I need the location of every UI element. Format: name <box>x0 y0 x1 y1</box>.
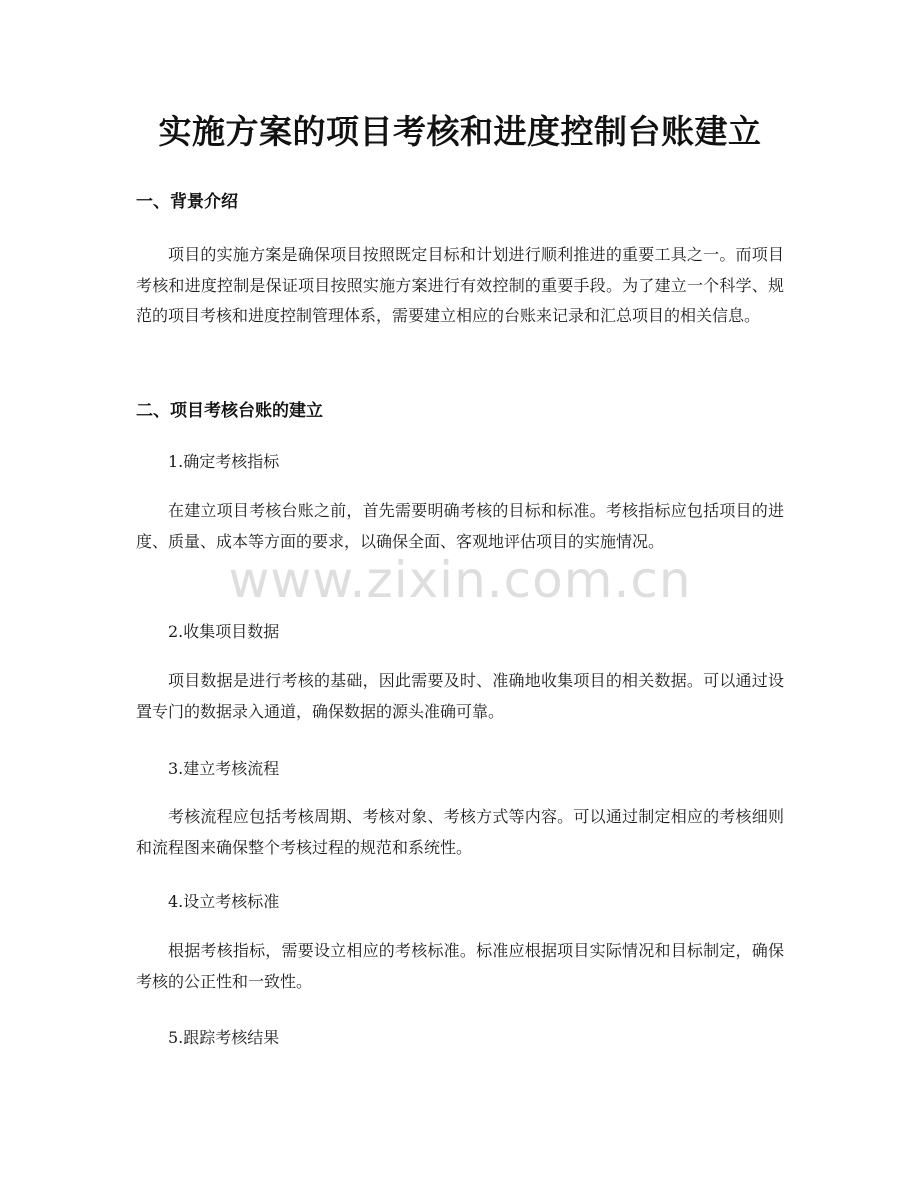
item-title-4: 4.设立考核标准 <box>168 892 280 911</box>
document-title: 实施方案的项目考核和进度控制台账建立 <box>158 112 762 151</box>
item-paragraph-1: 在建立项目考核台账之前，首先需要明确考核的目标和标准。考核指标应包括项目的进度、质量、成本等方面的要求，以确保全面、客观地评估项目的实施情况。 <box>136 501 784 551</box>
item-paragraph-4: 根据考核指标，需要设立相应的考核标准。标准应根据项目实际情况和目标制定，确保考核的公正性和一致性。 <box>136 941 784 991</box>
item-title-5: 5.跟踪考核结果 <box>168 1028 280 1047</box>
section-paragraph-background: 项目的实施方案是确保项目按照既定目标和计划进行顺利推进的重要工具之一。而项目考核和进度控制是保证项目按照实施方案进行有效控制的重要手段。为了建立一个科学、规范的项目考核和进度控制管理体系，需要建立相应的台账来记录和汇总项目的相关信息。 <box>136 245 784 325</box>
item-title-1: 1.确定考核指标 <box>168 452 280 471</box>
item-paragraph-3: 考核流程应包括考核周期、考核对象、考核方式等内容。可以通过制定相应的考核细则和流程图来确保整个考核过程的规范和系统性。 <box>136 807 784 857</box>
section-heading-background: 一、背景介绍 <box>136 192 238 212</box>
item-paragraph-2: 项目数据是进行考核的基础，因此需要及时、准确地收集项目的相关数据。可以通过设置专门的数据录入通道，确保数据的源头准确可靠。 <box>136 671 784 721</box>
watermark-text: www.zixin.com.cn <box>228 551 692 609</box>
item-title-3: 3.建立考核流程 <box>168 759 280 778</box>
item-title-2: 2.收集项目数据 <box>168 622 280 641</box>
section-heading-ledger: 二、项目考核台账的建立 <box>136 401 323 421</box>
